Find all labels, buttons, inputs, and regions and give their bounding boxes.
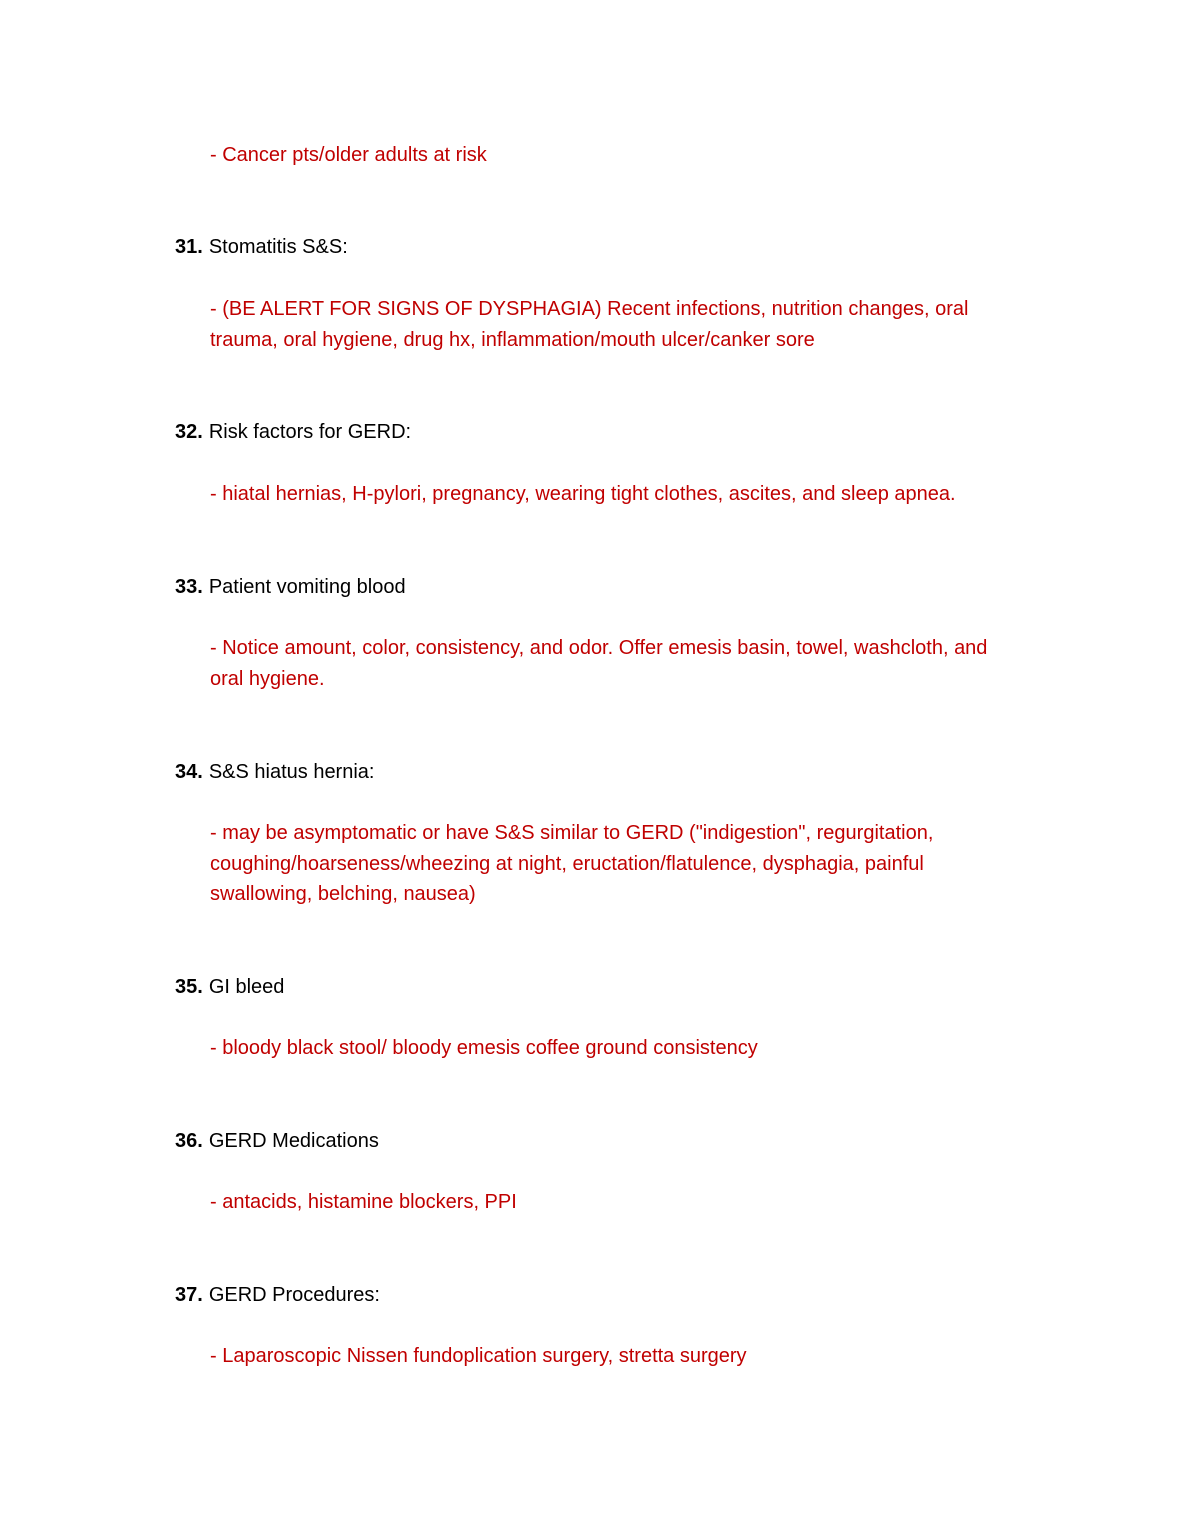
answer-33-line-2: oral hygiene. <box>210 668 325 690</box>
answer-31-line-2: trauma, oral hygiene, drug hx, inflammation/mouth ulcer/canker sore <box>210 329 815 351</box>
answer-34-line-3: swallowing, belching, nausea) <box>210 883 476 905</box>
answer-34-line-1: - may be asymptomatic or have S&S similar to GERD ("indigestion", regurgitation, <box>210 822 934 844</box>
answer-31-line-1: - (BE ALERT FOR SIGNS OF DYSPHAGIA) Recent infections, nutrition changes, oral <box>210 298 969 320</box>
answer-35-line-1: - bloody black stool/ bloody emesis coffee ground consistency <box>210 1037 758 1059</box>
question-text: GERD Medications <box>208 1130 379 1152</box>
answer-36-line-1: - antacids, histamine blockers, PPI <box>210 1191 517 1213</box>
question-text: GERD Procedures: <box>208 1284 380 1306</box>
question-37 <box>175 1280 380 1310</box>
question-number: 33. <box>175 576 203 598</box>
question-text: Risk factors for GERD: <box>208 421 412 443</box>
intro-answer-line: - Cancer pts/older adults at risk <box>210 144 487 166</box>
answer-32-line-1: - hiatal hernias, H-pylori, pregnancy, wearing tight clothes, ascites, and sleep apnea. <box>210 483 956 505</box>
question-number: 34. <box>175 761 203 783</box>
question-number: 37. <box>175 1284 203 1306</box>
question-number: 32. <box>175 421 203 443</box>
question-number: 36. <box>175 1130 203 1152</box>
question-33 <box>175 572 406 602</box>
question-text: GI bleed <box>208 976 285 998</box>
question-32 <box>175 417 411 447</box>
question-text: S&S hiatus hernia: <box>208 761 375 783</box>
question-34 <box>175 757 374 787</box>
answer-34-line-2: coughing/hoarseness/wheezing at night, eructation/flatulence, dysphagia, painful <box>210 853 924 875</box>
question-number: 31. <box>175 236 203 258</box>
answer-37-line-1: - Laparoscopic Nissen fundoplication surgery, stretta surgery <box>210 1345 747 1367</box>
question-35 <box>175 972 284 1002</box>
question-number: 35. <box>175 976 203 998</box>
question-31 <box>175 232 348 262</box>
answer-33-line-1: - Notice amount, color, consistency, and odor. Offer emesis basin, towel, washcloth, and <box>210 637 988 659</box>
question-text: Stomatitis S&S: <box>208 236 348 258</box>
question-36 <box>175 1126 379 1156</box>
question-text: Patient vomiting blood <box>208 576 406 598</box>
